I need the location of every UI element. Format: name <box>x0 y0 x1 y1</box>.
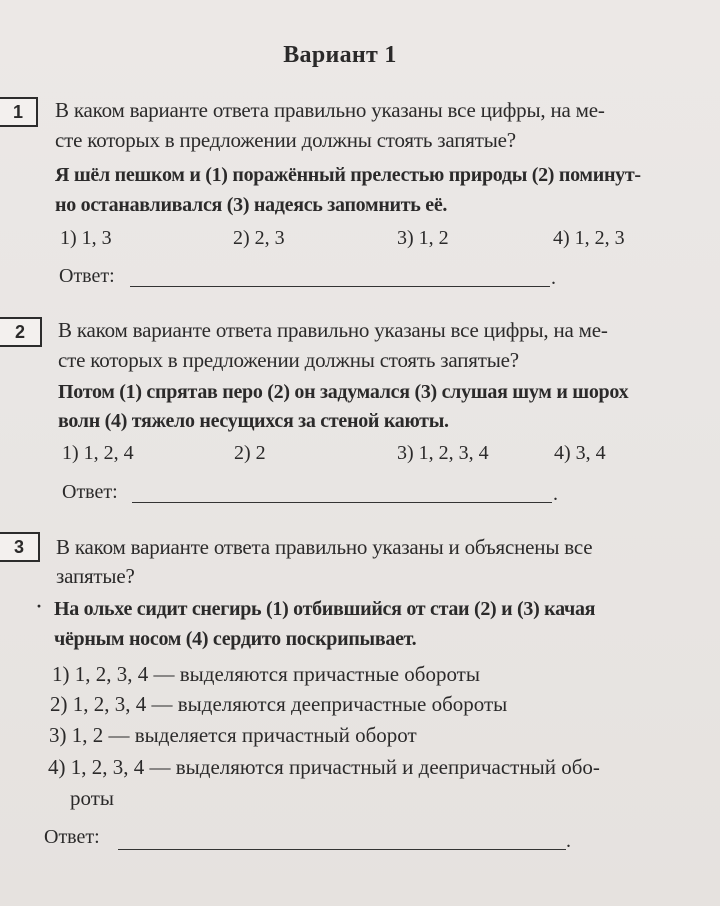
answer-option-1[interactable]: 1) 1, 3 <box>60 227 112 249</box>
answer-option-1[interactable]: 1) 1, 2, 3, 4 — выделяются причастные обороты <box>52 662 480 686</box>
question-line: В каком варианте ответа правильно указаны все цифры, на ме- <box>58 318 608 342</box>
answer-label: Ответ: <box>44 826 100 848</box>
task-number-box: 2 <box>0 317 42 347</box>
answer-option-2[interactable]: 2) 2, 3 <box>233 227 285 249</box>
answer-option-4-continuation: роты <box>70 786 115 810</box>
answer-option-2[interactable]: 2) 1, 2, 3, 4 — выделяются деепричастные обороты <box>50 692 508 716</box>
sentence-line: чёрным носом (4) сердито поскрипывает. <box>54 628 417 650</box>
answer-option-1[interactable]: 1) 1, 2, 4 <box>62 442 134 464</box>
sentence-line: Я шёл пешком и (1) поражённый прелестью природы (2) поминут- <box>55 164 641 186</box>
answer-field[interactable] <box>130 286 550 287</box>
question-line: сте которых в предложении должны стоять запятые? <box>55 128 516 152</box>
answer-field[interactable] <box>132 502 552 503</box>
period: . <box>553 483 558 505</box>
answer-option-2[interactable]: 2) 2 <box>234 442 266 464</box>
sentence-line: На ольхе сидит снегирь (1) отбившийся от стаи (2) и (3) качая <box>54 598 596 620</box>
answer-label: Ответ: <box>59 265 115 287</box>
answer-option-3[interactable]: 3) 1, 2 <box>397 227 449 249</box>
answer-option-4[interactable]: 4) 3, 4 <box>554 442 606 464</box>
answer-option-3[interactable]: 3) 1, 2 — выделяется причастный оборот <box>49 723 417 747</box>
task-number-box: 1 <box>0 97 38 127</box>
page-title: Вариант 1 <box>283 42 397 68</box>
question-line: В каком варианте ответа правильно указаны все цифры, на ме- <box>55 98 605 122</box>
sentence-line: волн (4) тяжело несущихся за стеной каюты. <box>58 410 449 432</box>
question-line: сте которых в предложении должны стоять запятые? <box>58 348 519 372</box>
answer-option-3[interactable]: 3) 1, 2, 3, 4 <box>397 442 489 464</box>
sentence-line: Потом (1) спрятав перо (2) он задумался (3) слушая шум и шорох <box>58 381 629 403</box>
question-line: запятые? <box>56 564 135 588</box>
answer-option-4[interactable]: 4) 1, 2, 3, 4 — выделяются причастный и деепричастный обо- <box>48 755 600 779</box>
task-number-box: 3 <box>0 532 40 562</box>
answer-field[interactable] <box>118 849 566 850</box>
margin-mark: · <box>36 596 43 616</box>
answer-label: Ответ: <box>62 481 118 503</box>
period: . <box>566 830 571 852</box>
answer-option-4[interactable]: 4) 1, 2, 3 <box>553 227 625 249</box>
sentence-line: но останавливался (3) надеясь запомнить её. <box>55 194 448 216</box>
question-line: В каком варианте ответа правильно указаны и объяснены все <box>56 535 593 559</box>
period: . <box>551 267 556 289</box>
